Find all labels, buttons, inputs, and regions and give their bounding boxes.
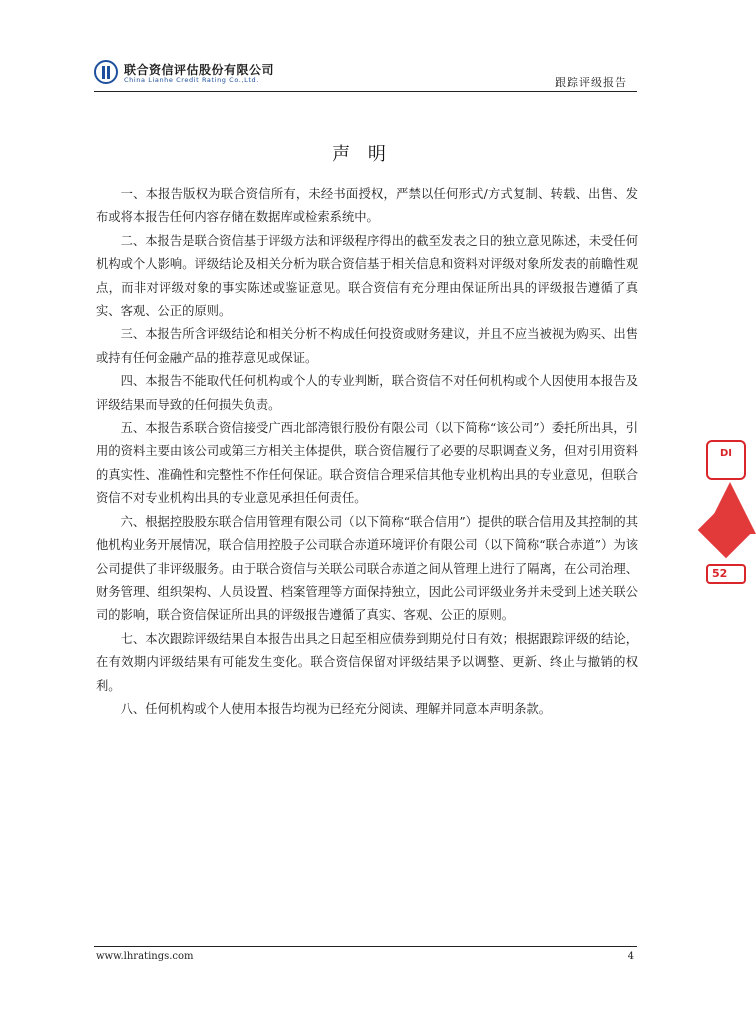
stamp-top-text: DI bbox=[720, 448, 733, 459]
page-number: 4 bbox=[627, 951, 634, 962]
page-title: 声 明 bbox=[332, 144, 392, 165]
company-logo bbox=[94, 60, 294, 90]
statement-paragraph-6: 六、根据控股股东联合信用管理有限公司（以下简称“联合信用”）提供的联合信用及其控制的其他机构业务开展情况，联合信用控股子公司联合赤道环境评价有限公司（以下简称“联合赤道”）为该公司提供了非评级服务。由于联合资信与关联公司联合赤道之间从管理上进行了隔离，在公司治理、财务管理、组织架构、人员设置、档案管理等方面保持独立，因此公司评级业务并未受到上述关联公司的影响，联合资信保证所出具的评级报告遵循了真实、客观、公正的原则。 bbox=[96, 514, 638, 623]
side-seal-stamp bbox=[700, 440, 733, 590]
statement-paragraph-5: 五、本报告系联合资信接受广西北部湾银行股份有限公司（以下简称“该公司”）委托所出具，引用的资料主要由该公司或第三方相关主体提供，联合资信履行了必要的尽职调查义务，但对引用资料的真实性、准确性和完整性不作任何保证。联合资信合理采信其他专业机构出具的专业意见，但联合资信不对专业机构出具的专业意见承担任何责任。 bbox=[96, 421, 638, 506]
stamp-bottom-box bbox=[706, 564, 746, 584]
company-name-cn: 联合资信评估股份有限公司 bbox=[124, 63, 275, 77]
company-name-en: China Lianhe Credit Rating Co.,Ltd. bbox=[124, 76, 259, 84]
report-type-label: 跟踪评级报告 bbox=[555, 76, 627, 89]
statement-paragraph-4: 四、本报告不能取代任何机构或个人的专业判断，联合资信不对任何机构或个人因使用本报告及评级结果而导致的任何损失负责。 bbox=[96, 374, 638, 412]
stamp-top-box bbox=[706, 440, 746, 480]
lianhe-logo-icon bbox=[94, 60, 118, 84]
statement-paragraph-2: 二、本报告是联合资信基于评级方法和评级程序得出的截至发表之日的独立意见陈述，未受任何机构或个人影响。评级结论及相关分析为联合资信基于相关信息和资料对评级对象所发表的前瞻性观点，而非对评级对象的事实陈述或鉴证意见。联合资信有充分理由保证所出具的评级报告遵循了真实、客观、公正的原则。 bbox=[96, 233, 638, 319]
statement-paragraph-8: 八、任何机构或个人使用本报告均视为已经充分阅读、理解并同意本声明条款。 bbox=[120, 701, 551, 716]
header-divider bbox=[94, 91, 637, 92]
footer-divider bbox=[94, 946, 637, 947]
footer-website: www.lhratings.com bbox=[96, 951, 194, 962]
statement-paragraph-3: 三、本报告所含评级结论和相关分析不构成任何投资或财务建议，并且不应当被视为购买、出售或持有任何金融产品的推荐意见或保证。 bbox=[96, 327, 638, 365]
stamp-bottom-text: 52 bbox=[712, 567, 728, 580]
statement-body bbox=[96, 183, 638, 721]
statement-paragraph-7: 七、本次跟踪评级结果自本报告出具之日起至相应债券到期兑付日有效；根据跟踪评级的结论，在有效期内评级结果有可能发生变化。联合资信保留对评级结果予以调整、更新、终止与撤销的权利。 bbox=[96, 631, 638, 693]
statement-paragraph-1: 一、本报告版权为联合资信所有，未经书面授权，严禁以任何形式/方式复制、转载、出售、发布或将本报告任何内容存储在数据库或检索系统中。 bbox=[96, 187, 638, 225]
